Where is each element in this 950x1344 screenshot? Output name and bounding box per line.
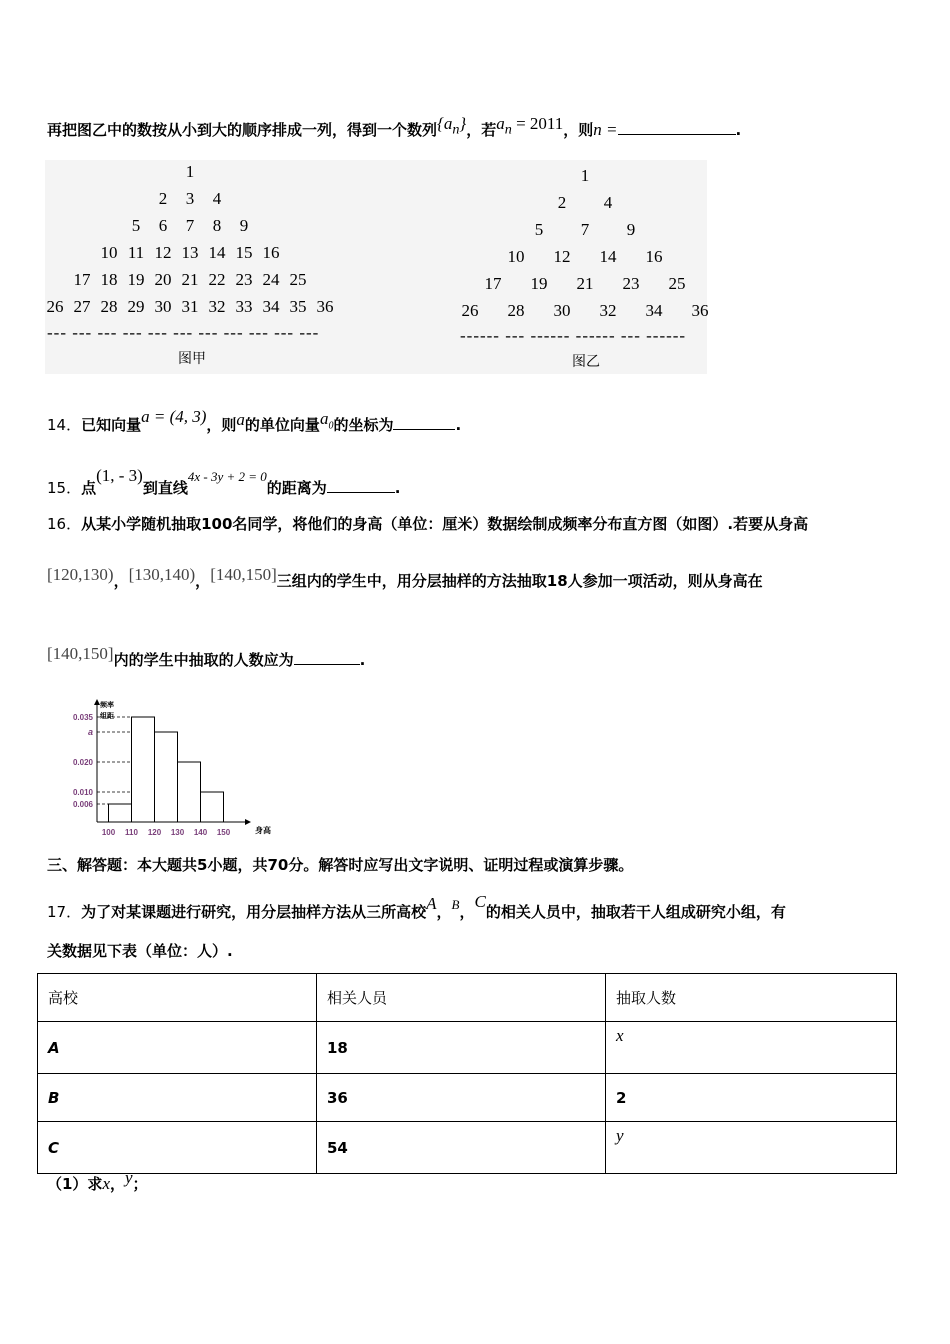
a0-sub: 0 bbox=[328, 420, 334, 432]
x-tick-label: 130 bbox=[170, 828, 185, 837]
data-table bbox=[37, 973, 897, 1174]
table-cell: 54 bbox=[317, 1122, 606, 1174]
triangle-number: 4 bbox=[603, 193, 613, 212]
triangle-number: 14 bbox=[599, 247, 617, 266]
x-tick-label: 110 bbox=[125, 828, 138, 837]
triangle-number: 2 bbox=[557, 193, 567, 212]
caption-yi: 图乙 bbox=[572, 355, 600, 370]
triangle-number: 5 bbox=[534, 220, 544, 239]
dots-right: ------ --- ------ ------ --- ------ bbox=[460, 326, 687, 345]
period: . bbox=[455, 416, 462, 434]
triangle-number: 33 bbox=[235, 297, 253, 316]
triangle-number: 19 bbox=[127, 270, 145, 289]
q15-t2: 到直线 bbox=[142, 479, 188, 497]
table-cell: B bbox=[38, 1074, 317, 1122]
school-b: B bbox=[451, 897, 460, 912]
table-cell: y bbox=[606, 1122, 897, 1174]
triangle-number: 1 bbox=[580, 166, 590, 185]
q14-number: 14． bbox=[47, 416, 82, 434]
q17-t3: 关数据见下表（单位：人）. bbox=[47, 942, 233, 960]
var-y: y bbox=[125, 1168, 133, 1187]
triangle-number: 34 bbox=[645, 301, 663, 320]
q14-t2: ，则 bbox=[206, 416, 237, 434]
q16-t3: 内的学生中抽取的人数应为 bbox=[113, 651, 294, 669]
q16-t2: 三组内的学生中，用分层抽样的方法抽取18人参加一项活动，则从身高在 bbox=[276, 572, 763, 590]
an-sub: n bbox=[504, 121, 512, 138]
triangle-number: 20 bbox=[154, 270, 172, 289]
triangle-number: 17 bbox=[73, 270, 91, 289]
triangle-row bbox=[45, 301, 707, 325]
triangle-number: 10 bbox=[507, 247, 525, 266]
triangle-number: 21 bbox=[181, 270, 199, 289]
q16-t1: 从某小学随机抽取100名同学，将他们的身高（单位：厘米）数据绘制成频率分布直方图（如图）.若要从身高 bbox=[81, 515, 809, 533]
triangle-figure bbox=[45, 160, 707, 374]
triangle-number: 25 bbox=[289, 270, 307, 289]
vector-a: a = (4, 3) bbox=[141, 407, 207, 426]
x-tick-label: 150 bbox=[216, 828, 231, 837]
seq-sub: n bbox=[452, 121, 460, 138]
triangle-row bbox=[45, 220, 707, 244]
q13-text bbox=[47, 114, 741, 140]
q13-text1: 再把图乙中的数按从小到大的顺序排成一列，得到一个数列 bbox=[47, 121, 438, 139]
table-row bbox=[38, 1122, 897, 1174]
table-cell: 2 bbox=[606, 1074, 897, 1122]
point: (1, - 3) bbox=[96, 466, 143, 485]
histogram-bar bbox=[132, 717, 155, 822]
y-tick-label: 0.035 bbox=[72, 713, 93, 722]
triangle-number: 1 bbox=[185, 162, 195, 181]
q15-t3: 的距离为 bbox=[266, 479, 327, 497]
line-equation: 4x - 3y + 2 = 0 bbox=[187, 469, 267, 484]
triangle-number: 31 bbox=[181, 297, 199, 316]
section-heading: 三、解答题：本大题共5小题，共70分。解答时应写出文字说明、证明过程或演算步骤。 bbox=[47, 856, 634, 874]
y-tick-label: 0.020 bbox=[72, 758, 93, 767]
x-tick-label: 120 bbox=[147, 828, 162, 837]
triangle-number: 8 bbox=[212, 216, 222, 235]
histogram bbox=[45, 695, 271, 843]
triangle-number: 17 bbox=[484, 274, 502, 293]
triangle-number: 32 bbox=[599, 301, 617, 320]
triangle-row bbox=[45, 166, 707, 190]
n-formula: n = bbox=[593, 120, 618, 139]
triangle-number: 36 bbox=[316, 297, 334, 316]
an: a bbox=[496, 114, 505, 133]
triangle-number: 26 bbox=[461, 301, 479, 320]
triangle-number: 22 bbox=[208, 270, 226, 289]
triangle-number: 10 bbox=[100, 243, 118, 262]
seq-formula bbox=[437, 114, 467, 138]
histogram-bar bbox=[178, 762, 201, 822]
table-cell: 18 bbox=[317, 1022, 606, 1074]
triangle-number: 21 bbox=[576, 274, 594, 293]
caption-jia: 图甲 bbox=[178, 352, 206, 367]
school-c: C bbox=[474, 892, 486, 911]
interval-120-130: [120,130) bbox=[47, 565, 114, 584]
a: a bbox=[236, 410, 245, 429]
histogram-bar bbox=[201, 792, 224, 822]
triangle-number: 23 bbox=[235, 270, 253, 289]
triangle-number: 9 bbox=[626, 220, 636, 239]
sep: ， bbox=[113, 572, 129, 590]
an-eq: = 2011 bbox=[511, 114, 564, 133]
q15-t1: 点 bbox=[81, 479, 97, 497]
triangle-number: 2 bbox=[158, 189, 168, 208]
q17-line1 bbox=[47, 892, 786, 922]
interval-140-150: [140,150] bbox=[210, 565, 277, 584]
triangle-number: 35 bbox=[289, 297, 307, 316]
triangle-number: 29 bbox=[127, 297, 145, 316]
triangle-number: 30 bbox=[154, 297, 172, 316]
triangle-number: 28 bbox=[100, 297, 118, 316]
triangle-number: 28 bbox=[507, 301, 525, 320]
y-tick-label: 0.006 bbox=[72, 800, 93, 809]
triangle-number: 3 bbox=[185, 189, 195, 208]
q17-t2: 的相关人员中，抽取若干人组成研究小组，有 bbox=[485, 903, 786, 921]
triangle-number: 5 bbox=[131, 216, 141, 235]
q14 bbox=[47, 407, 461, 435]
q14-t4: 的坐标为 bbox=[333, 416, 394, 434]
triangle-number: 4 bbox=[212, 189, 222, 208]
header-cell: 高校 bbox=[38, 974, 317, 1022]
table-cell: 36 bbox=[317, 1074, 606, 1122]
q13-text2: ，若 bbox=[466, 121, 497, 139]
table-cell: x bbox=[606, 1022, 897, 1074]
triangle-number: 32 bbox=[208, 297, 226, 316]
sep: ， bbox=[459, 903, 475, 921]
header-cell: 抽取人数 bbox=[606, 974, 897, 1022]
an-formula bbox=[496, 114, 564, 138]
triangle-number: 25 bbox=[668, 274, 686, 293]
answer-blank[interactable] bbox=[294, 650, 360, 665]
q16-line3 bbox=[47, 644, 365, 670]
triangle-number: 16 bbox=[645, 247, 663, 266]
q15 bbox=[47, 466, 401, 498]
interval-130-140: [130,140) bbox=[128, 565, 196, 584]
period: . bbox=[735, 121, 742, 139]
triangle-number: 18 bbox=[100, 270, 118, 289]
table-cell: A bbox=[38, 1022, 317, 1074]
triangle-number: 23 bbox=[622, 274, 640, 293]
var-x: x bbox=[102, 1174, 110, 1193]
q13-text3: ，则 bbox=[563, 121, 594, 139]
a0: a bbox=[319, 409, 329, 428]
triangle-number: 34 bbox=[262, 297, 280, 316]
y-tick-label: a bbox=[87, 727, 93, 737]
table-row bbox=[38, 1022, 897, 1074]
q17-t1: 为了对某课题进行研究，用分层抽样方法从三所高校 bbox=[81, 903, 427, 921]
school-a: A bbox=[426, 894, 437, 913]
y-label-top: 频率 bbox=[100, 701, 114, 709]
triangle-number: 7 bbox=[580, 220, 590, 239]
header-cell: 相关人员 bbox=[317, 974, 606, 1022]
sub1-text: （1）求 bbox=[47, 1175, 103, 1193]
x-axis-arrow bbox=[245, 819, 251, 825]
triangle-number: 11 bbox=[127, 243, 145, 262]
triangle-number: 24 bbox=[262, 270, 280, 289]
q16-number: 16． bbox=[47, 515, 82, 533]
q14-t1: 已知向量 bbox=[81, 416, 142, 434]
q16-line1 bbox=[47, 513, 808, 534]
table-cell: C bbox=[38, 1122, 317, 1174]
sep: ， bbox=[195, 572, 211, 590]
q17-number: 17． bbox=[47, 903, 82, 921]
triangle-row bbox=[45, 193, 707, 217]
triangle-number: 26 bbox=[46, 297, 64, 316]
triangle-number: 36 bbox=[691, 301, 709, 320]
triangle-number: 13 bbox=[181, 243, 199, 262]
triangle-number: 16 bbox=[262, 243, 280, 262]
q15-number: 15． bbox=[47, 479, 82, 497]
seq: {a bbox=[437, 114, 453, 133]
triangle-number: 12 bbox=[553, 247, 571, 266]
triangle-number: 7 bbox=[185, 216, 195, 235]
x-axis-label: 身高 bbox=[255, 826, 271, 835]
period: . bbox=[359, 651, 366, 669]
triangle-row bbox=[45, 274, 707, 298]
interval-140-150: [140,150] bbox=[47, 644, 114, 663]
table-row bbox=[38, 1074, 897, 1122]
y-tick-label: 0.010 bbox=[72, 788, 93, 797]
triangle-number: 14 bbox=[208, 243, 226, 262]
seq-end: } bbox=[459, 114, 467, 133]
triangle-number: 30 bbox=[553, 301, 571, 320]
answer-blank[interactable] bbox=[393, 415, 455, 430]
histogram-bar bbox=[109, 804, 132, 822]
q17-sub1 bbox=[47, 1168, 148, 1194]
q14-t3: 的单位向量 bbox=[244, 416, 320, 434]
triangle-number: 27 bbox=[73, 297, 91, 316]
period: . bbox=[394, 479, 401, 497]
x-tick-label: 140 bbox=[193, 828, 208, 837]
triangle-row bbox=[45, 247, 707, 271]
sep: ， bbox=[109, 1175, 125, 1193]
dots-left: --- --- --- --- --- --- --- --- --- --- --- bbox=[47, 323, 320, 342]
sep: ， bbox=[436, 903, 452, 921]
triangle-number: 6 bbox=[158, 216, 168, 235]
y-label-bottom: 组距 bbox=[100, 712, 114, 720]
x-tick-label: 100 bbox=[101, 828, 116, 837]
triangle-number: 12 bbox=[154, 243, 172, 262]
q16-line2 bbox=[47, 565, 763, 591]
histogram-bar bbox=[155, 732, 178, 822]
table-header bbox=[38, 974, 897, 1022]
answer-blank[interactable] bbox=[618, 120, 736, 135]
answer-blank[interactable] bbox=[327, 478, 395, 493]
triangle-number: 19 bbox=[530, 274, 548, 293]
triangle-number: 9 bbox=[239, 216, 249, 235]
semicolon: ； bbox=[132, 1175, 148, 1193]
triangle-number: 15 bbox=[235, 243, 253, 262]
